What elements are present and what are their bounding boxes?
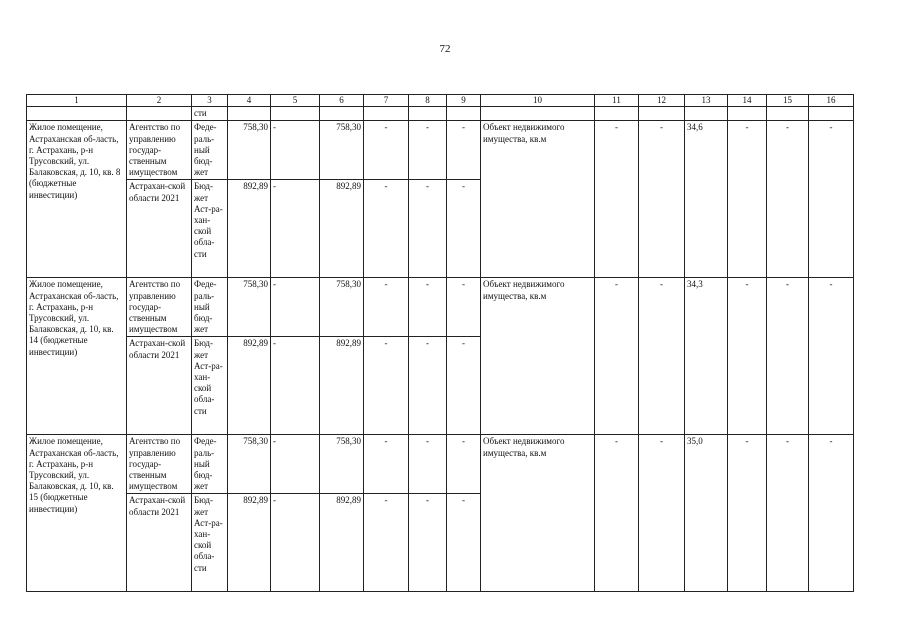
column-header-5: 5 [271, 95, 320, 107]
indicator-value: - [767, 435, 809, 592]
amount-cell: - [364, 180, 409, 278]
indicator-value: - [728, 121, 767, 278]
column-header-11: 11 [595, 95, 639, 107]
indicator-value: 34,3 [685, 278, 728, 435]
funding-source: Феде-раль-ный бюд-жет [192, 435, 228, 494]
column-number-row [27, 95, 854, 107]
amount-cell: 758,30 [228, 278, 271, 337]
table-row [27, 435, 854, 494]
amount-cell: - [364, 121, 409, 180]
funding-source: Феде-раль-ный бюд-жет [192, 121, 228, 180]
column-header-13: 13 [685, 95, 728, 107]
column-header-9: 9 [447, 95, 481, 107]
agency-name: Агентство по управлению государ-ственным имуществом [127, 278, 192, 337]
amount-cell: - [364, 435, 409, 494]
indicator-value: - [728, 435, 767, 592]
amount-cell: 892,89 [228, 180, 271, 278]
indicator-name: Объект недвижимого имущества, кв.м [481, 121, 595, 278]
amount-cell: 758,30 [228, 435, 271, 494]
indicator-value: - [809, 435, 854, 592]
amount-cell: 758,30 [320, 435, 364, 494]
indicator-value: - [595, 278, 639, 435]
funding-source: Феде-раль-ный бюд-жет [192, 278, 228, 337]
amount-cell: - [447, 180, 481, 278]
agency-name: Астрахан-ской области 2021 [127, 494, 192, 592]
column-header-16: 16 [809, 95, 854, 107]
indicator-name: Объект недвижимого имущества, кв.м [481, 278, 595, 435]
amount-cell: - [271, 435, 320, 494]
indicator-value: - [809, 121, 854, 278]
amount-cell: - [447, 494, 481, 592]
indicator-value: - [728, 278, 767, 435]
agency-name: Астрахан-ской области 2021 [127, 337, 192, 435]
amount-cell: - [409, 337, 447, 435]
amount-cell: - [409, 435, 447, 494]
indicator-value: - [809, 278, 854, 435]
amount-cell: 892,89 [320, 494, 364, 592]
amount-cell: - [271, 278, 320, 337]
amount-cell: - [364, 278, 409, 337]
column-header-15: 15 [767, 95, 809, 107]
amount-cell: 758,30 [320, 278, 364, 337]
column-header-3: 3 [192, 95, 228, 107]
column-header-2: 2 [127, 95, 192, 107]
amount-cell: - [447, 435, 481, 494]
column-header-8: 8 [409, 95, 447, 107]
amount-cell: 892,89 [228, 494, 271, 592]
agency-name: Астрахан-ской области 2021 [127, 180, 192, 278]
amount-cell: - [409, 180, 447, 278]
amount-cell: 892,89 [320, 180, 364, 278]
funding-source: Бюд-жет Аст-ра-хан-ской обла-сти [192, 180, 228, 278]
agency-name: Агентство по управлению государ-ственным имуществом [127, 121, 192, 180]
indicator-value: - [767, 121, 809, 278]
indicator-value: - [595, 121, 639, 278]
amount-cell: - [271, 494, 320, 592]
indicator-value: - [595, 435, 639, 592]
continuation-text: сти [192, 107, 228, 121]
column-header-6: 6 [320, 95, 364, 107]
agency-name: Агентство по управлению государ-ственным имуществом [127, 435, 192, 494]
amount-cell: - [409, 494, 447, 592]
amount-cell: - [364, 494, 409, 592]
object-description: Жилое помещение, Астраханская об-ласть, г. Астрахань, р-н Трусовский, ул. Балаковская, д. 10, кв. 15 (бюджетные инвестиции) [27, 435, 127, 592]
amount-cell: - [447, 337, 481, 435]
indicator-name: Объект недвижимого имущества, кв.м [481, 435, 595, 592]
table-row [27, 121, 854, 180]
column-header-14: 14 [728, 95, 767, 107]
amount-cell: - [271, 337, 320, 435]
amount-cell: - [409, 278, 447, 337]
funding-source: Бюд-жет Аст-ра-хан-ской обла-сти [192, 494, 228, 592]
budget-investment-table [26, 94, 854, 592]
indicator-value: - [639, 121, 685, 278]
column-header-7: 7 [364, 95, 409, 107]
amount-cell: - [447, 121, 481, 180]
amount-cell: 892,89 [320, 337, 364, 435]
column-header-10: 10 [481, 95, 595, 107]
amount-cell: - [271, 180, 320, 278]
amount-cell: - [409, 121, 447, 180]
object-description: Жилое помещение, Астраханская об-ласть, г. Астрахань, р-н Трусовский, ул. Балаковская, д. 10, кв. 14 (бюджетные инвестиции) [27, 278, 127, 435]
amount-cell: - [364, 337, 409, 435]
amount-cell: - [271, 121, 320, 180]
amount-cell: - [447, 278, 481, 337]
indicator-value: - [639, 278, 685, 435]
object-description: Жилое помещение, Астраханская об-ласть, г. Астрахань, р-н Трусовский, ул. Балаковская, д. 10, кв. 8 (бюджетные инвестиции) [27, 121, 127, 278]
amount-cell: 758,30 [320, 121, 364, 180]
amount-cell: 758,30 [228, 121, 271, 180]
table-row [27, 278, 854, 337]
indicator-value: - [639, 435, 685, 592]
funding-source: Бюд-жет Аст-ра-хан-ской обла-сти [192, 337, 228, 435]
column-header-12: 12 [639, 95, 685, 107]
column-header-4: 4 [228, 95, 271, 107]
indicator-value: 35,0 [685, 435, 728, 592]
amount-cell: 892,89 [228, 337, 271, 435]
page-number: 72 [439, 43, 451, 55]
indicator-value: 34,6 [685, 121, 728, 278]
indicator-value: - [767, 278, 809, 435]
column-header-1: 1 [27, 95, 127, 107]
continuation-row [27, 107, 854, 121]
